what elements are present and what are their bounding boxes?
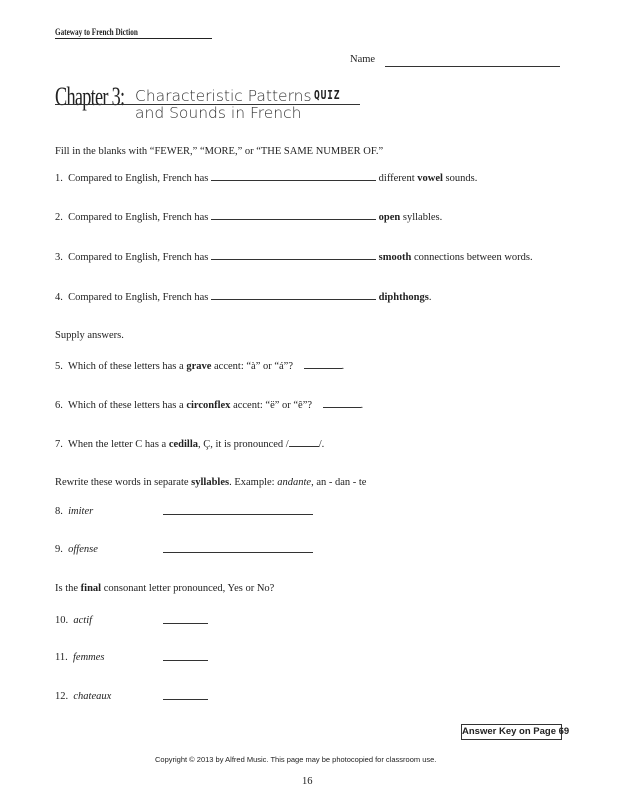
question-5 [55, 359, 344, 372]
question-text: Compared to English, French has [68, 292, 209, 303]
question-text: , Ç, it is pronounced / [198, 439, 289, 450]
question-keyword: vowel [417, 173, 443, 184]
chapter-title-line2: and Sounds in French [135, 104, 302, 122]
question-number: 8. [55, 506, 63, 517]
question-11 [55, 652, 105, 663]
question-text: different [378, 173, 415, 184]
question-text: /. [318, 439, 325, 450]
instruction-keyword: final [80, 583, 102, 594]
question-word: offense [68, 544, 98, 555]
question-keyword: cedilla [168, 439, 198, 450]
chapter-title-line1: Characteristic Patterns [135, 87, 312, 105]
header-rule [55, 38, 212, 39]
question-number: 10. [55, 615, 69, 626]
question-keyword: circonflex [186, 400, 231, 411]
question-3 [55, 250, 533, 263]
question-text: Which of these letters has a [67, 361, 184, 372]
question-text: When the letter C has a [67, 439, 167, 450]
question-2 [55, 210, 442, 223]
example-word: andante [277, 477, 312, 488]
question-number: 11. [55, 652, 68, 663]
question-text: . [360, 400, 364, 411]
answer-blank[interactable] [323, 398, 361, 408]
question-number: 2. [55, 212, 63, 223]
question-12 [55, 691, 111, 702]
answer-blank[interactable] [163, 543, 313, 556]
question-text: Compared to English, French has [68, 212, 209, 223]
copyright-notice: Copyright © 2013 by Alfred Music. This page may be photocopied for classroom use. [155, 755, 437, 764]
quiz-badge: QUIZ [314, 88, 341, 102]
question-text: Which of these letters has a [67, 400, 184, 411]
question-1 [55, 171, 477, 184]
instruction-text: . Example: [229, 477, 275, 488]
answer-blank[interactable] [211, 250, 376, 260]
answer-blank[interactable] [163, 505, 313, 518]
instruction-supply: Supply answers. [55, 330, 124, 341]
instruction-final-consonant [55, 583, 274, 594]
instruction-rewrite [55, 477, 366, 488]
question-text: accent: “à” or “á”? [214, 361, 293, 372]
question-text: accent: “ë” or “ê”? [233, 400, 313, 411]
question-4 [55, 290, 431, 303]
question-word: femmes [73, 652, 105, 663]
question-number: 6. [55, 400, 63, 411]
instruction-fill-blanks: Fill in the blanks with “FEWER,” “MORE,” or “THE SAME NUMBER OF.” [55, 146, 384, 157]
answer-blank[interactable] [304, 359, 342, 369]
question-text: syllables. [402, 212, 443, 223]
page-number: 16 [302, 776, 313, 787]
instruction-text: Is the [55, 583, 79, 594]
question-text: Compared to English, French has [68, 173, 209, 184]
answer-blank[interactable] [163, 614, 208, 627]
question-7 [55, 437, 324, 450]
question-text: sounds. [445, 173, 478, 184]
question-number: 9. [55, 544, 63, 555]
answer-blank[interactable] [211, 171, 376, 181]
question-number: 4. [55, 292, 63, 303]
answer-blank[interactable] [163, 690, 208, 703]
question-text: . [428, 292, 432, 303]
book-title: Gateway to French Diction [55, 27, 138, 37]
title-rule [55, 104, 360, 105]
question-number: 12. [55, 691, 69, 702]
answer-blank[interactable] [289, 437, 319, 447]
question-text: Compared to English, French has [68, 252, 209, 263]
question-8 [55, 506, 93, 517]
question-keyword: smooth [378, 252, 412, 263]
instruction-keyword: syllables [191, 477, 230, 488]
instruction-text: Rewrite these words in separate [55, 477, 189, 488]
answer-blank[interactable] [211, 210, 376, 220]
question-keyword: grave [186, 361, 212, 372]
question-number: 1. [55, 173, 63, 184]
question-keyword: diphthongs [378, 292, 429, 303]
answer-blank[interactable] [163, 651, 208, 664]
chapter-number: Chapter 3: [55, 82, 125, 111]
name-label: Name [350, 54, 376, 65]
question-text: . [341, 361, 345, 372]
question-keyword: open [378, 212, 401, 223]
question-number: 5. [55, 361, 63, 372]
question-9 [55, 544, 98, 555]
question-6 [55, 398, 363, 411]
name-field[interactable] [385, 66, 560, 67]
question-word: imiter [68, 506, 94, 517]
question-word: actif [73, 615, 93, 626]
instruction-text: consonant letter pronounced, Yes or No? [103, 583, 275, 594]
question-number: 7. [55, 439, 63, 450]
question-number: 3. [55, 252, 63, 263]
question-10 [55, 615, 92, 626]
example-split: , an - dan - te [311, 477, 367, 488]
question-text: connections between words. [413, 252, 533, 263]
question-word: chateaux [73, 691, 112, 702]
answer-blank[interactable] [211, 290, 376, 300]
answer-key-reference: Answer Key on Page 69 [461, 724, 562, 740]
